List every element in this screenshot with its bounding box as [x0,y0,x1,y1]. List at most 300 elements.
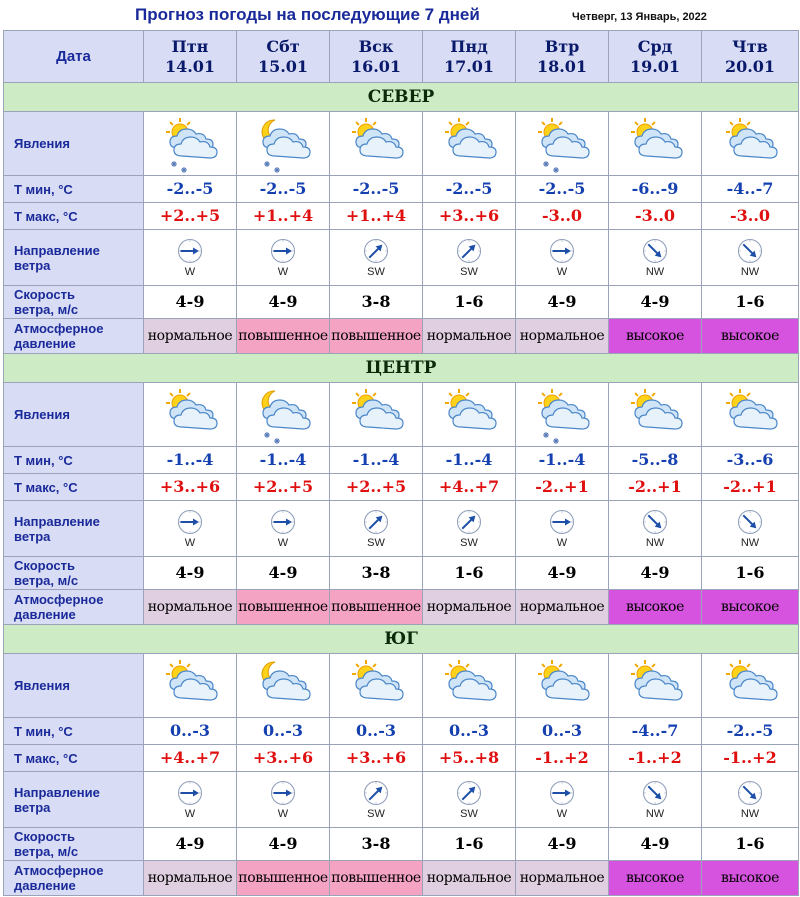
tmin-cell [609,447,702,474]
compass-arrow-icon [177,509,203,535]
tmax-value: +3..+6 [438,206,500,225]
current-date: Четверг, 13 Январь, 2022 [572,11,707,23]
sun-cloud-icon [330,385,422,445]
pressure-cell [330,590,423,625]
tmin-value: -2..-5 [445,179,493,198]
wind-speed-value: 1-6 [735,563,765,582]
wind-direction-value: SW [367,536,385,549]
pressure-value: нормальное [426,870,512,886]
region-name: СЕВЕР [4,83,799,112]
wind-speed-label-line2: ветра, м/с [14,844,79,859]
tmax-value: +2..+5 [345,477,407,496]
wind-speed-value: 4-9 [640,563,670,582]
date-column-label: Дата [4,31,144,83]
tmax-value: -2..+1 [535,477,589,496]
pressure-label-line1: Атмосферное [14,592,104,607]
wind-direction-row [4,501,799,557]
wind-speed-label [4,557,144,590]
wind-speed-row [4,286,799,319]
pressure-value: повышенное [238,870,328,886]
wind-direction-value: W [184,265,196,278]
sun-cloud-icon [423,656,515,716]
pressure-value: повышенное [331,870,421,886]
pressure-value: повышенное [238,599,328,615]
tmax-value: -2..+1 [723,477,777,496]
weather-icon-cell [423,383,516,447]
wind-speed-label-line2: ветра, м/с [14,573,79,588]
pressure-label [4,590,144,625]
pressure-label [4,861,144,896]
pressure-value: высокое [626,870,684,886]
sun-cloud-icon [423,385,515,445]
wind-direction-value: SW [460,265,478,278]
sun-cloud-icon [702,114,798,174]
wind-direction-cell [144,772,237,828]
tmin-cell [330,718,423,745]
tmax-cell [702,474,799,501]
tmax-value: +2..+5 [159,206,221,225]
day-header [516,31,609,83]
phenomena-row [4,383,799,447]
wind-speed-value: 4-9 [175,834,205,853]
pressure-label-line1: Атмосферное [14,863,104,878]
day-of-week: Чтв [732,36,768,56]
tmax-cell [144,203,237,230]
weather-icon-cell [144,112,237,176]
sun-cloud-icon [330,114,422,174]
pressure-cell [237,319,330,354]
wind-direction-value: W [556,807,568,820]
wind-direction-value: SW [460,536,478,549]
forecast-table [3,30,799,896]
tmin-value: -2..-5 [259,179,307,198]
tmin-label: Т мин, °С [4,447,144,474]
wind-speed-label [4,828,144,861]
tmin-value: 0..-3 [541,721,583,740]
pressure-cell [609,861,702,896]
pressure-value: нормальное [426,599,512,615]
tmin-cell [237,718,330,745]
day-header [609,31,702,83]
wind-direction-value: SW [367,807,385,820]
sun-cloud-icon [609,656,701,716]
wind-speed-cell [423,557,516,590]
pressure-row [4,861,799,896]
wind-direction-value: NW [740,807,760,820]
wind-direction-label-line2: ветра [14,528,51,544]
wind-speed-row [4,828,799,861]
compass-arrow-icon [737,780,763,806]
moon-cloud-icon [237,656,329,716]
day-date: 14.01 [164,56,216,76]
tmin-value: -6..-9 [631,179,679,198]
pressure-value: нормальное [147,328,233,344]
day-header [144,31,237,83]
tmax-cell [237,474,330,501]
wind-direction-label-line2: ветра [14,257,51,273]
tmin-value: -1..-4 [259,450,307,469]
tmin-value: -5..-8 [631,450,679,469]
compass-arrow-icon [642,238,668,264]
compass-arrow-icon [270,509,296,535]
tmax-value: -3..0 [541,206,583,225]
wind-speed-label [4,286,144,319]
tmin-value: -2..-5 [166,179,214,198]
wind-direction-cell [423,772,516,828]
pressure-cell [702,590,799,625]
pressure-cell [516,319,609,354]
weather-icon-cell [516,383,609,447]
wind-speed-label-line1: Скорость [14,287,75,302]
day-of-week: Пнд [450,36,488,56]
weather-icon-cell [609,654,702,718]
weather-icon-cell [516,112,609,176]
wind-speed-cell [144,557,237,590]
tmax-value: -1..+2 [535,748,589,767]
day-date: 16.01 [350,56,402,76]
pressure-cell [423,861,516,896]
pressure-label [4,319,144,354]
tmax-cell [330,745,423,772]
wind-direction-value: W [556,536,568,549]
wind-direction-value: NW [645,536,665,549]
tmax-cell [609,203,702,230]
compass-arrow-icon [456,780,482,806]
wind-direction-cell [330,230,423,286]
tmax-value: +3..+6 [345,748,407,767]
pressure-cell [144,861,237,896]
wind-direction-value: W [277,536,289,549]
wind-direction-label-line1: Направление [14,784,100,800]
tmax-cell [702,203,799,230]
compass-arrow-icon [363,509,389,535]
wind-direction-label [4,230,144,286]
wind-direction-value: NW [645,265,665,278]
pressure-cell [144,590,237,625]
wind-direction-cell [702,501,799,557]
wind-direction-value: NW [740,265,760,278]
wind-direction-value: SW [367,265,385,278]
tmax-value: -1..+2 [628,748,682,767]
tmin-value: -4..-7 [631,721,679,740]
pressure-cell [237,590,330,625]
wind-speed-cell [702,828,799,861]
day-date: 15.01 [257,56,309,76]
pressure-label-line2: давление [14,607,76,622]
tmin-cell [144,447,237,474]
weather-icon-cell [330,112,423,176]
wind-direction-value: NW [740,536,760,549]
tmin-cell [609,176,702,203]
day-date: 19.01 [629,56,681,76]
sun-cloud-icon [144,656,236,716]
wind-speed-value: 1-6 [735,834,765,853]
wind-speed-cell [516,828,609,861]
tmax-value: -3..0 [729,206,771,225]
tmax-cell [702,745,799,772]
tmax-cell [330,203,423,230]
tmax-value: +4..+7 [438,477,500,496]
pressure-cell [702,319,799,354]
day-date: 17.01 [443,56,495,76]
moon-cloud-snow-icon [237,385,329,445]
tmin-cell [144,176,237,203]
compass-arrow-icon [363,238,389,264]
tmin-value: -2..-5 [538,179,586,198]
pressure-value: повышенное [238,328,328,344]
phenomena-label: Явления [4,654,144,718]
wind-speed-value: 4-9 [547,292,577,311]
tmax-cell [609,745,702,772]
tmin-cell [237,447,330,474]
pressure-cell [423,590,516,625]
tmin-cell [609,718,702,745]
tmin-value: 0..-3 [169,721,211,740]
wind-direction-row [4,230,799,286]
wind-direction-cell [516,230,609,286]
sun-cloud-snow-icon [144,114,236,174]
wind-speed-cell [423,286,516,319]
tmin-cell [423,718,516,745]
day-date: 20.01 [724,56,776,76]
weather-icon-cell [237,383,330,447]
wind-speed-value: 4-9 [640,292,670,311]
wind-speed-cell [237,557,330,590]
compass-arrow-icon [456,238,482,264]
wind-speed-value: 4-9 [175,563,205,582]
compass-arrow-icon [456,509,482,535]
wind-speed-cell [330,557,423,590]
weather-icon-cell [423,112,516,176]
tmin-value: -1..-4 [166,450,214,469]
tmax-label: Т макс, °С [4,203,144,230]
sun-cloud-icon [423,114,515,174]
page-title: Прогноз погоды на последующие 7 дней [135,5,480,24]
wind-speed-cell [702,286,799,319]
wind-direction-cell [423,501,516,557]
region-name: ЦЕНТР [4,354,799,383]
tmax-cell [516,203,609,230]
tmax-cell [423,745,516,772]
wind-direction-cell [609,501,702,557]
weather-icon-cell [702,112,799,176]
tmax-row [4,474,799,501]
tmax-value: +1..+4 [345,206,407,225]
tmax-cell [609,474,702,501]
day-of-week: Срд [637,36,673,56]
weather-icon-cell [144,654,237,718]
tmax-value: +5..+8 [438,748,500,767]
tmax-value: -3..0 [634,206,676,225]
pressure-value: высокое [626,599,684,615]
tmin-cell [702,718,799,745]
wind-direction-cell [423,230,516,286]
tmax-value: +4..+7 [159,748,221,767]
compass-arrow-icon [363,780,389,806]
wind-speed-value: 4-9 [547,834,577,853]
tmin-cell [702,447,799,474]
wind-speed-value: 4-9 [175,292,205,311]
tmax-value: -1..+2 [723,748,777,767]
tmax-value: +3..+6 [252,748,314,767]
wind-speed-label-line2: ветра, м/с [14,302,79,317]
tmin-cell [144,718,237,745]
tmin-value: -1..-4 [445,450,493,469]
wind-direction-label-line2: ветра [14,799,51,815]
tmin-cell [330,447,423,474]
sun-cloud-snow-icon [516,385,608,445]
pressure-value: нормальное [147,870,233,886]
compass-arrow-icon [177,780,203,806]
wind-direction-cell [516,501,609,557]
tmax-row [4,203,799,230]
tmax-value: +1..+4 [252,206,314,225]
wind-direction-cell [330,501,423,557]
pressure-value: нормальное [147,599,233,615]
wind-speed-value: 1-6 [454,292,484,311]
wind-speed-cell [516,286,609,319]
day-of-week: Втр [544,36,580,56]
wind-speed-label-line1: Скорость [14,829,75,844]
weather-icon-cell [237,654,330,718]
page-header [0,0,800,30]
wind-direction-label [4,501,144,557]
wind-speed-cell [330,286,423,319]
wind-direction-cell [609,772,702,828]
tmin-value: -4..-7 [726,179,774,198]
tmin-value: 0..-3 [355,721,397,740]
sun-cloud-snow-icon [516,114,608,174]
wind-speed-value: 3-8 [361,563,391,582]
wind-direction-value: W [277,265,289,278]
compass-arrow-icon [737,238,763,264]
tmin-row [4,447,799,474]
wind-speed-value: 1-6 [454,563,484,582]
tmax-value: +3..+6 [159,477,221,496]
pressure-cell [702,861,799,896]
pressure-value: повышенное [331,328,421,344]
pressure-cell [609,590,702,625]
tmin-cell [516,176,609,203]
tmax-value: +2..+5 [252,477,314,496]
tmax-cell [516,745,609,772]
tmax-value: -2..+1 [628,477,682,496]
pressure-cell [237,861,330,896]
tmax-cell [237,203,330,230]
wind-direction-cell [609,230,702,286]
tmin-cell [702,176,799,203]
wind-direction-cell [144,230,237,286]
sun-cloud-icon [702,385,798,445]
wind-speed-cell [609,286,702,319]
region-row [4,354,799,383]
weather-icon-cell [609,112,702,176]
tmin-cell [423,447,516,474]
tmax-label: Т макс, °С [4,745,144,772]
region-name: ЮГ [4,625,799,654]
pressure-cell [516,861,609,896]
day-header [330,31,423,83]
wind-speed-value: 4-9 [547,563,577,582]
tmin-label: Т мин, °С [4,176,144,203]
weather-icon-cell [609,383,702,447]
wind-speed-value: 4-9 [268,834,298,853]
pressure-value: нормальное [519,328,605,344]
tmin-value: 0..-3 [448,721,490,740]
pressure-cell [423,319,516,354]
compass-arrow-icon [549,780,575,806]
tmin-cell [330,176,423,203]
weather-icon-cell [702,654,799,718]
wind-speed-value: 4-9 [640,834,670,853]
days-header-row [4,31,799,83]
pressure-value: нормальное [519,599,605,615]
wind-speed-value: 3-8 [361,834,391,853]
phenomena-row [4,654,799,718]
wind-speed-cell [609,557,702,590]
wind-speed-cell [237,286,330,319]
wind-direction-label-line1: Направление [14,513,100,529]
tmin-value: -2..-5 [726,721,774,740]
wind-direction-cell [237,230,330,286]
wind-speed-cell [330,828,423,861]
compass-arrow-icon [642,780,668,806]
day-of-week: Сбт [266,36,300,56]
weather-icon-cell [144,383,237,447]
wind-speed-value: 4-9 [268,563,298,582]
pressure-value: высокое [721,328,779,344]
pressure-value: высокое [721,870,779,886]
tmin-cell [516,447,609,474]
tmin-cell [516,718,609,745]
compass-arrow-icon [737,509,763,535]
tmax-cell [423,474,516,501]
compass-arrow-icon [549,509,575,535]
wind-direction-value: W [184,807,196,820]
wind-direction-value: SW [460,807,478,820]
tmin-value: 0..-3 [262,721,304,740]
phenomena-row [4,112,799,176]
wind-direction-cell [702,230,799,286]
pressure-value: высокое [626,328,684,344]
pressure-value: нормальное [426,328,512,344]
pressure-label-line2: давление [14,336,76,351]
wind-speed-value: 3-8 [361,292,391,311]
wind-speed-cell [702,557,799,590]
phenomena-label: Явления [4,383,144,447]
wind-speed-cell [144,286,237,319]
weather-icon-cell [237,112,330,176]
sun-cloud-icon [144,385,236,445]
wind-speed-row [4,557,799,590]
tmin-cell [423,176,516,203]
day-of-week: Птн [171,36,209,56]
weather-icon-cell [423,654,516,718]
pressure-cell [330,861,423,896]
sun-cloud-icon [330,656,422,716]
day-header [702,31,799,83]
wind-speed-cell [609,828,702,861]
weather-icon-cell [702,383,799,447]
region-row [4,625,799,654]
wind-speed-value: 1-6 [454,834,484,853]
pressure-value: высокое [721,599,779,615]
compass-arrow-icon [270,238,296,264]
wind-speed-cell [237,828,330,861]
pressure-row [4,319,799,354]
compass-arrow-icon [270,780,296,806]
tmax-row [4,745,799,772]
